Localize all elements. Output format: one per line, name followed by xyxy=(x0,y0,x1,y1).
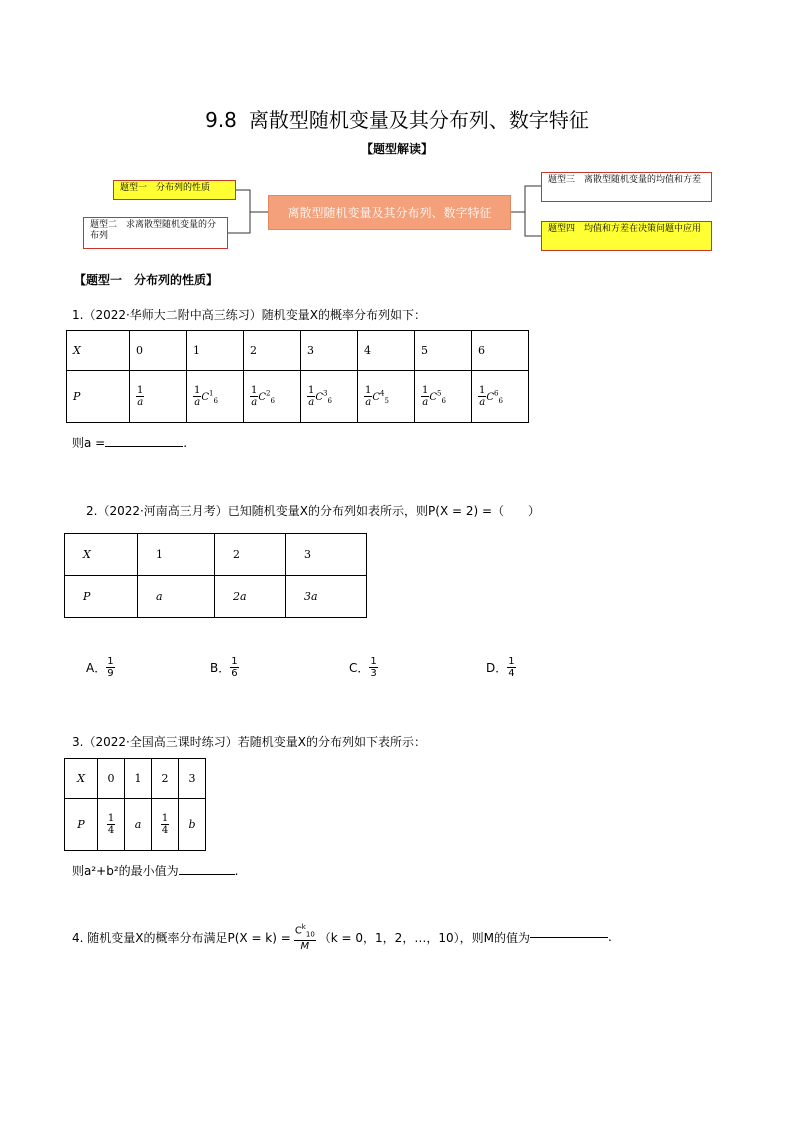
fraction-numerator: 1 xyxy=(107,813,115,824)
question-1-stem: 1.（2022·华师大二附中高三练习）随机变量X的概率分布列如下： xyxy=(72,308,427,322)
comb-sup: 2 xyxy=(266,389,271,398)
comb-symbol: C xyxy=(429,391,438,403)
answer-suffix: . xyxy=(234,864,239,878)
answer-suffix: . xyxy=(607,930,612,945)
q4-stem-after: （k = 0，1，2，…，10），则M的值为 xyxy=(318,930,530,945)
option-a[interactable] xyxy=(86,656,115,679)
option-letter: C． xyxy=(349,661,370,675)
table-cell: X xyxy=(65,534,138,576)
table-cell: b xyxy=(179,799,206,851)
mindmap-node-type2: 题型二 求离散型随机变量的分布列 xyxy=(83,217,228,249)
table-cell xyxy=(187,371,244,423)
table-cell: 5 xyxy=(415,331,472,371)
table-cell xyxy=(130,371,187,423)
fraction-numerator: 1 xyxy=(422,385,429,396)
table-cell: 4 xyxy=(358,331,415,371)
option-b[interactable] xyxy=(210,656,239,679)
fraction xyxy=(107,813,115,836)
fraction xyxy=(106,656,114,679)
table-cell: P xyxy=(65,576,138,618)
question-2-table xyxy=(64,533,367,618)
q4-stem-before: 4. 随机变量X的概率分布满足P(X = k) = xyxy=(72,930,291,945)
comb-sup: 6 xyxy=(494,389,499,398)
table-row-x xyxy=(65,534,367,576)
table-cell: 1 xyxy=(125,759,152,799)
comb-sub: 6 xyxy=(498,396,503,405)
comb-sup: 3 xyxy=(323,389,328,398)
table-cell: 0 xyxy=(98,759,125,799)
table-cell: X xyxy=(65,759,98,799)
combination xyxy=(429,389,446,405)
combination xyxy=(201,389,218,405)
fraction-numerator: 1 xyxy=(251,385,258,396)
combination xyxy=(486,389,503,405)
mindmap-node-type1: 题型一 分布列的性质 xyxy=(113,180,236,200)
fraction-denominator: a xyxy=(194,397,201,408)
answer-blank[interactable] xyxy=(105,446,183,447)
combination xyxy=(372,389,389,405)
table-cell xyxy=(152,799,179,851)
table-row-x xyxy=(67,331,529,371)
fraction-denominator: 9 xyxy=(107,668,114,679)
fraction-numerator: 1 xyxy=(370,656,377,667)
fraction-numerator: 1 xyxy=(508,656,515,667)
title-number: 9.8 xyxy=(205,108,237,132)
option-letter: B． xyxy=(210,661,231,675)
fraction-numerator: 1 xyxy=(365,385,372,396)
comb-symbol: C xyxy=(315,391,324,403)
fraction-denominator: a xyxy=(137,397,144,408)
table-row-x xyxy=(65,759,206,799)
fraction xyxy=(294,922,316,952)
table-cell: 3 xyxy=(301,331,358,371)
answer-blank[interactable] xyxy=(530,937,608,938)
comb-sup: 4 xyxy=(380,389,385,398)
table-cell xyxy=(301,371,358,423)
table-cell: 6 xyxy=(472,331,529,371)
table-cell: 2 xyxy=(152,759,179,799)
table-cell: P xyxy=(67,371,130,423)
option-c[interactable] xyxy=(349,656,378,679)
fraction xyxy=(161,813,169,836)
answer-prefix: 则a = xyxy=(72,436,106,450)
fraction-numerator: 1 xyxy=(137,385,144,396)
fraction xyxy=(369,656,377,679)
table-cell xyxy=(472,371,529,423)
comb-sub: 6 xyxy=(270,396,275,405)
table-cell: 2 xyxy=(215,534,286,576)
option-letter: D． xyxy=(486,661,508,675)
fraction xyxy=(507,656,515,679)
question-1-table xyxy=(66,330,529,423)
question-2-stem: 2.（2022·河南高三月考）已知随机变量X的分布列如表所示，则P(X = 2) =（ ） xyxy=(86,504,541,518)
table-cell xyxy=(415,371,472,423)
fraction-denominator: 4 xyxy=(107,825,115,836)
fraction-denominator: 4 xyxy=(161,825,169,836)
comb-symbol: C xyxy=(201,391,210,403)
fraction-denominator: 3 xyxy=(370,668,377,679)
fraction-numerator xyxy=(294,922,316,941)
table-cell xyxy=(358,371,415,423)
table-cell: P xyxy=(65,799,98,851)
fraction xyxy=(136,385,144,408)
comb-sub: 10 xyxy=(305,930,315,939)
fraction-denominator: a xyxy=(308,397,315,408)
combination xyxy=(315,389,332,405)
comb-sup: 1 xyxy=(209,389,214,398)
question-3-answer-line xyxy=(72,862,238,879)
table-cell: 3 xyxy=(179,759,206,799)
option-d[interactable] xyxy=(486,656,516,679)
mindmap-node-type3: 题型三 离散型随机变量的均值和方差 xyxy=(541,172,712,202)
fraction-denominator: 6 xyxy=(231,668,238,679)
answer-suffix: . xyxy=(183,436,188,450)
comb-sup: k xyxy=(301,923,306,931)
combination xyxy=(258,389,275,405)
page-subtitle: 【题型解读】 xyxy=(360,142,433,156)
comb-sub: 6 xyxy=(327,396,332,405)
fraction-denominator: M xyxy=(300,941,310,953)
table-cell: 2a xyxy=(215,576,286,618)
fraction-numerator: 1 xyxy=(161,813,169,824)
title-text: 离散型随机变量及其分布列、数字特征 xyxy=(248,108,589,132)
table-cell xyxy=(98,799,125,851)
fraction-denominator: a xyxy=(365,397,372,408)
fraction-numerator: 1 xyxy=(231,656,238,667)
fraction-denominator: a xyxy=(422,397,429,408)
comb-sub: 6 xyxy=(213,396,218,405)
option-letter: A． xyxy=(86,661,107,675)
table-cell: 2 xyxy=(244,331,301,371)
fraction-denominator: a xyxy=(251,397,258,408)
table-cell: a xyxy=(138,576,215,618)
table-row-p xyxy=(65,576,367,618)
table-cell xyxy=(244,371,301,423)
fraction-denominator: a xyxy=(479,397,486,408)
question-3-table xyxy=(64,758,206,851)
comb-sub: 5 xyxy=(384,396,389,405)
table-row-p xyxy=(65,799,206,851)
fraction-denominator: 4 xyxy=(508,668,515,679)
table-row-p xyxy=(67,371,529,423)
question-1-answer-line xyxy=(72,434,187,451)
answer-prefix: 则a²+b²的最小值为 xyxy=(72,864,179,878)
comb-sup: 5 xyxy=(437,389,442,398)
comb-symbol: C xyxy=(258,391,267,403)
table-cell: 1 xyxy=(138,534,215,576)
comb-symbol: C xyxy=(294,925,302,937)
table-cell: 3 xyxy=(286,534,367,576)
table-cell: X xyxy=(67,331,130,371)
table-cell: 3a xyxy=(286,576,367,618)
comb-sub: 6 xyxy=(441,396,446,405)
mindmap-center-node: 离散型随机变量及其分布列、数字特征 xyxy=(268,195,511,230)
answer-blank[interactable] xyxy=(179,874,235,875)
fraction-numerator: 1 xyxy=(308,385,315,396)
fraction-numerator: 1 xyxy=(107,656,114,667)
fraction xyxy=(230,656,238,679)
mindmap-node-type4: 题型四 均值和方差在决策问题中应用 xyxy=(541,221,712,251)
table-cell: a xyxy=(125,799,152,851)
fraction-numerator: 1 xyxy=(194,385,201,396)
question-4-stem xyxy=(72,922,612,952)
question-3-stem: 3.（2022·全国高三课时练习）若随机变量X的分布列如下表所示： xyxy=(72,735,427,749)
table-cell: 0 xyxy=(130,331,187,371)
table-cell: 1 xyxy=(187,331,244,371)
fraction-numerator: 1 xyxy=(479,385,486,396)
comb-symbol: C xyxy=(372,391,381,403)
section-heading: 【题型一 分布列的性质】 xyxy=(74,273,219,287)
comb-symbol: C xyxy=(486,391,495,403)
